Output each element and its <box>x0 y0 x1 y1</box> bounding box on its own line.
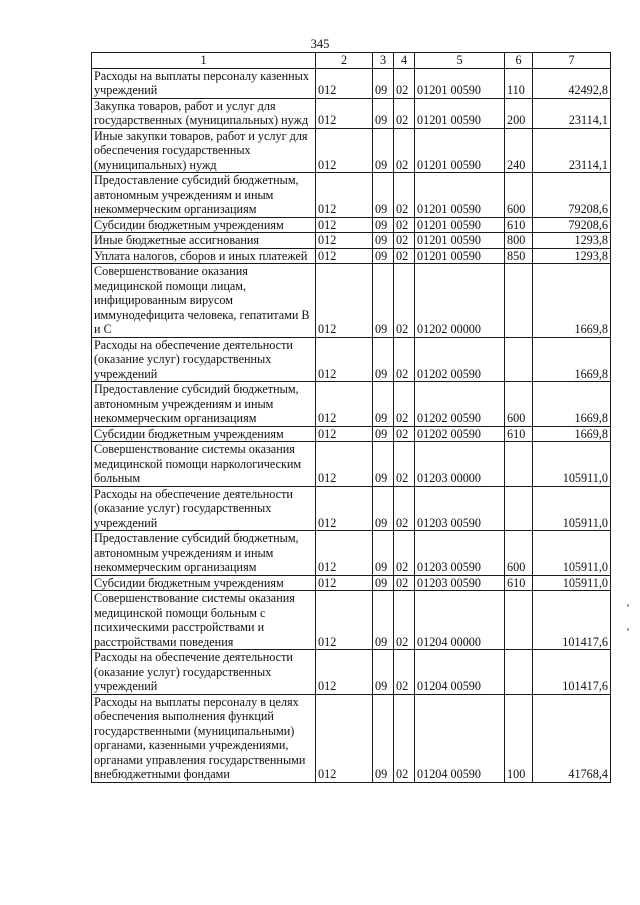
target-code-cell: 01203 00000 <box>415 442 505 487</box>
row-name-cell: Предоставление субсидий бюджетным, автономным учреждениям и иным некоммерческим организациям <box>92 531 316 576</box>
row-name-cell: Расходы на обеспечение деятельности (оказание услуг) государственных учреждений <box>92 650 316 695</box>
amount-cell: 1669,8 <box>533 337 611 382</box>
amount-cell: 1293,8 <box>533 233 611 249</box>
table-row <box>92 98 611 128</box>
amount-cell: 105911,0 <box>533 531 611 576</box>
expense-type-cell: 600 <box>505 382 533 427</box>
ministry-code-cell: 012 <box>316 650 373 695</box>
table-row <box>92 233 611 249</box>
section-code-cell: 09 <box>373 486 394 531</box>
table-row <box>92 591 611 650</box>
ministry-code-cell: 012 <box>316 591 373 650</box>
column-header: 5 <box>415 53 505 69</box>
row-name-cell: Субсидии бюджетным учреждениям <box>92 426 316 442</box>
row-name-cell: Совершенствование оказания медицинской помощи лицам, инфицированным вирусом иммунодефицита человека, гепатитами В и С <box>92 264 316 338</box>
target-code-cell: 01201 00590 <box>415 173 505 218</box>
amount-cell: 1669,8 <box>533 382 611 427</box>
target-code-cell: 01201 00590 <box>415 128 505 173</box>
row-name-cell: Совершенствование системы оказания медицинской помощи наркологическим больным <box>92 442 316 487</box>
ministry-code-cell: 012 <box>316 68 373 98</box>
subsection-code-cell: 02 <box>394 217 415 233</box>
table-row <box>92 217 611 233</box>
subsection-code-cell: 02 <box>394 68 415 98</box>
column-header: 6 <box>505 53 533 69</box>
expense-type-cell <box>505 486 533 531</box>
row-name-cell: Расходы на обеспечение деятельности (оказание услуг) государственных учреждений <box>92 486 316 531</box>
subsection-code-cell: 02 <box>394 173 415 218</box>
section-code-cell: 09 <box>373 442 394 487</box>
section-code-cell: 09 <box>373 575 394 591</box>
target-code-cell: 01202 00000 <box>415 264 505 338</box>
expense-type-cell <box>505 337 533 382</box>
ministry-code-cell: 012 <box>316 264 373 338</box>
row-name-cell: Иные бюджетные ассигнования <box>92 233 316 249</box>
ministry-code-cell: 012 <box>316 575 373 591</box>
table-row <box>92 128 611 173</box>
row-name-cell: Субсидии бюджетным учреждениям <box>92 575 316 591</box>
table-row <box>92 486 611 531</box>
subsection-code-cell: 02 <box>394 233 415 249</box>
expense-type-cell: 610 <box>505 426 533 442</box>
table-row <box>92 248 611 264</box>
subsection-code-cell: 02 <box>394 382 415 427</box>
section-code-cell: 09 <box>373 264 394 338</box>
target-code-cell: 01203 00590 <box>415 531 505 576</box>
amount-cell: 101417,6 <box>533 591 611 650</box>
target-code-cell: 01202 00590 <box>415 426 505 442</box>
subsection-code-cell: 02 <box>394 591 415 650</box>
amount-cell: 79208,6 <box>533 173 611 218</box>
expense-type-cell: 240 <box>505 128 533 173</box>
table-row <box>92 68 611 98</box>
budget-table <box>91 52 611 783</box>
section-code-cell: 09 <box>373 248 394 264</box>
target-code-cell: 01204 00000 <box>415 591 505 650</box>
section-code-cell: 09 <box>373 591 394 650</box>
table-row <box>92 264 611 338</box>
row-name-cell: Предоставление субсидий бюджетным, автономным учреждениям и иным некоммерческим организациям <box>92 173 316 218</box>
expense-type-cell: 850 <box>505 248 533 264</box>
amount-cell: 1293,8 <box>533 248 611 264</box>
section-code-cell: 09 <box>373 382 394 427</box>
amount-cell: 41768,4 <box>533 694 611 782</box>
expense-type-cell <box>505 591 533 650</box>
expense-type-cell: 600 <box>505 531 533 576</box>
subsection-code-cell: 02 <box>394 650 415 695</box>
target-code-cell: 01202 00590 <box>415 337 505 382</box>
subsection-code-cell: 02 <box>394 337 415 382</box>
row-name-cell: Предоставление субсидий бюджетным, автономным учреждениям и иным некоммерческим организациям <box>92 382 316 427</box>
ministry-code-cell: 012 <box>316 486 373 531</box>
table-row <box>92 694 611 782</box>
ministry-code-cell: 012 <box>316 217 373 233</box>
ministry-code-cell: 012 <box>316 426 373 442</box>
subsection-code-cell: 02 <box>394 426 415 442</box>
amount-cell: 23114,1 <box>533 128 611 173</box>
subsection-code-cell: 02 <box>394 486 415 531</box>
column-header: 4 <box>394 53 415 69</box>
row-name-cell: Иные закупки товаров, работ и услуг для обеспечения государственных (муниципальных) нужд <box>92 128 316 173</box>
row-name-cell: Расходы на выплаты персоналу казенных учреждений <box>92 68 316 98</box>
scan-speck <box>627 628 629 631</box>
amount-cell: 1669,8 <box>533 426 611 442</box>
expense-type-cell: 110 <box>505 68 533 98</box>
ministry-code-cell: 012 <box>316 694 373 782</box>
column-header: 7 <box>533 53 611 69</box>
subsection-code-cell: 02 <box>394 98 415 128</box>
subsection-code-cell: 02 <box>394 575 415 591</box>
table-header-row <box>92 53 611 69</box>
row-name-cell: Расходы на выплаты персоналу в целях обеспечения выполнения функций государственными (муниципальными) органами, казенными учреждениями, органами управления государственными внебюджетными фондами <box>92 694 316 782</box>
ministry-code-cell: 012 <box>316 442 373 487</box>
ministry-code-cell: 012 <box>316 248 373 264</box>
table-row <box>92 337 611 382</box>
target-code-cell: 01204 00590 <box>415 650 505 695</box>
amount-cell: 23114,1 <box>533 98 611 128</box>
target-code-cell: 01201 00590 <box>415 98 505 128</box>
column-header: 3 <box>373 53 394 69</box>
table-row <box>92 173 611 218</box>
ministry-code-cell: 012 <box>316 382 373 427</box>
scan-speck <box>627 604 629 607</box>
subsection-code-cell: 02 <box>394 248 415 264</box>
section-code-cell: 09 <box>373 68 394 98</box>
ministry-code-cell: 012 <box>316 173 373 218</box>
expense-type-cell: 600 <box>505 173 533 218</box>
row-name-cell: Уплата налогов, сборов и иных платежей <box>92 248 316 264</box>
amount-cell: 101417,6 <box>533 650 611 695</box>
expense-type-cell: 610 <box>505 217 533 233</box>
section-code-cell: 09 <box>373 337 394 382</box>
section-code-cell: 09 <box>373 233 394 249</box>
section-code-cell: 09 <box>373 217 394 233</box>
column-header: 1 <box>92 53 316 69</box>
table-row <box>92 426 611 442</box>
table-row <box>92 382 611 427</box>
target-code-cell: 01204 00590 <box>415 694 505 782</box>
amount-cell: 105911,0 <box>533 486 611 531</box>
amount-cell: 105911,0 <box>533 442 611 487</box>
target-code-cell: 01203 00590 <box>415 575 505 591</box>
ministry-code-cell: 012 <box>316 233 373 249</box>
table-row <box>92 650 611 695</box>
table-row <box>92 575 611 591</box>
amount-cell: 1669,8 <box>533 264 611 338</box>
subsection-code-cell: 02 <box>394 442 415 487</box>
table-row <box>92 531 611 576</box>
target-code-cell: 01201 00590 <box>415 248 505 264</box>
ministry-code-cell: 012 <box>316 531 373 576</box>
table-body <box>92 68 611 782</box>
expense-type-cell: 800 <box>505 233 533 249</box>
subsection-code-cell: 02 <box>394 128 415 173</box>
expense-type-cell: 610 <box>505 575 533 591</box>
target-code-cell: 01201 00590 <box>415 68 505 98</box>
subsection-code-cell: 02 <box>394 531 415 576</box>
expense-type-cell <box>505 264 533 338</box>
amount-cell: 105911,0 <box>533 575 611 591</box>
expense-type-cell <box>505 442 533 487</box>
ministry-code-cell: 012 <box>316 128 373 173</box>
target-code-cell: 01203 00590 <box>415 486 505 531</box>
section-code-cell: 09 <box>373 694 394 782</box>
section-code-cell: 09 <box>373 128 394 173</box>
column-header: 2 <box>316 53 373 69</box>
target-code-cell: 01201 00590 <box>415 233 505 249</box>
amount-cell: 42492,8 <box>533 68 611 98</box>
table-row <box>92 442 611 487</box>
row-name-cell: Субсидии бюджетным учреждениям <box>92 217 316 233</box>
expense-type-cell <box>505 650 533 695</box>
section-code-cell: 09 <box>373 98 394 128</box>
expense-type-cell: 200 <box>505 98 533 128</box>
subsection-code-cell: 02 <box>394 694 415 782</box>
section-code-cell: 09 <box>373 650 394 695</box>
amount-cell: 79208,6 <box>533 217 611 233</box>
expense-type-cell: 100 <box>505 694 533 782</box>
section-code-cell: 09 <box>373 531 394 576</box>
ministry-code-cell: 012 <box>316 98 373 128</box>
page-number: 345 <box>310 37 330 51</box>
subsection-code-cell: 02 <box>394 264 415 338</box>
row-name-cell: Совершенствование системы оказания медицинской помощи больным с психическими расстройствами и расстройствами поведения <box>92 591 316 650</box>
row-name-cell: Закупка товаров, работ и услуг для государственных (муниципальных) нужд <box>92 98 316 128</box>
target-code-cell: 01202 00590 <box>415 382 505 427</box>
row-name-cell: Расходы на обеспечение деятельности (оказание услуг) государственных учреждений <box>92 337 316 382</box>
section-code-cell: 09 <box>373 173 394 218</box>
section-code-cell: 09 <box>373 426 394 442</box>
target-code-cell: 01201 00590 <box>415 217 505 233</box>
ministry-code-cell: 012 <box>316 337 373 382</box>
